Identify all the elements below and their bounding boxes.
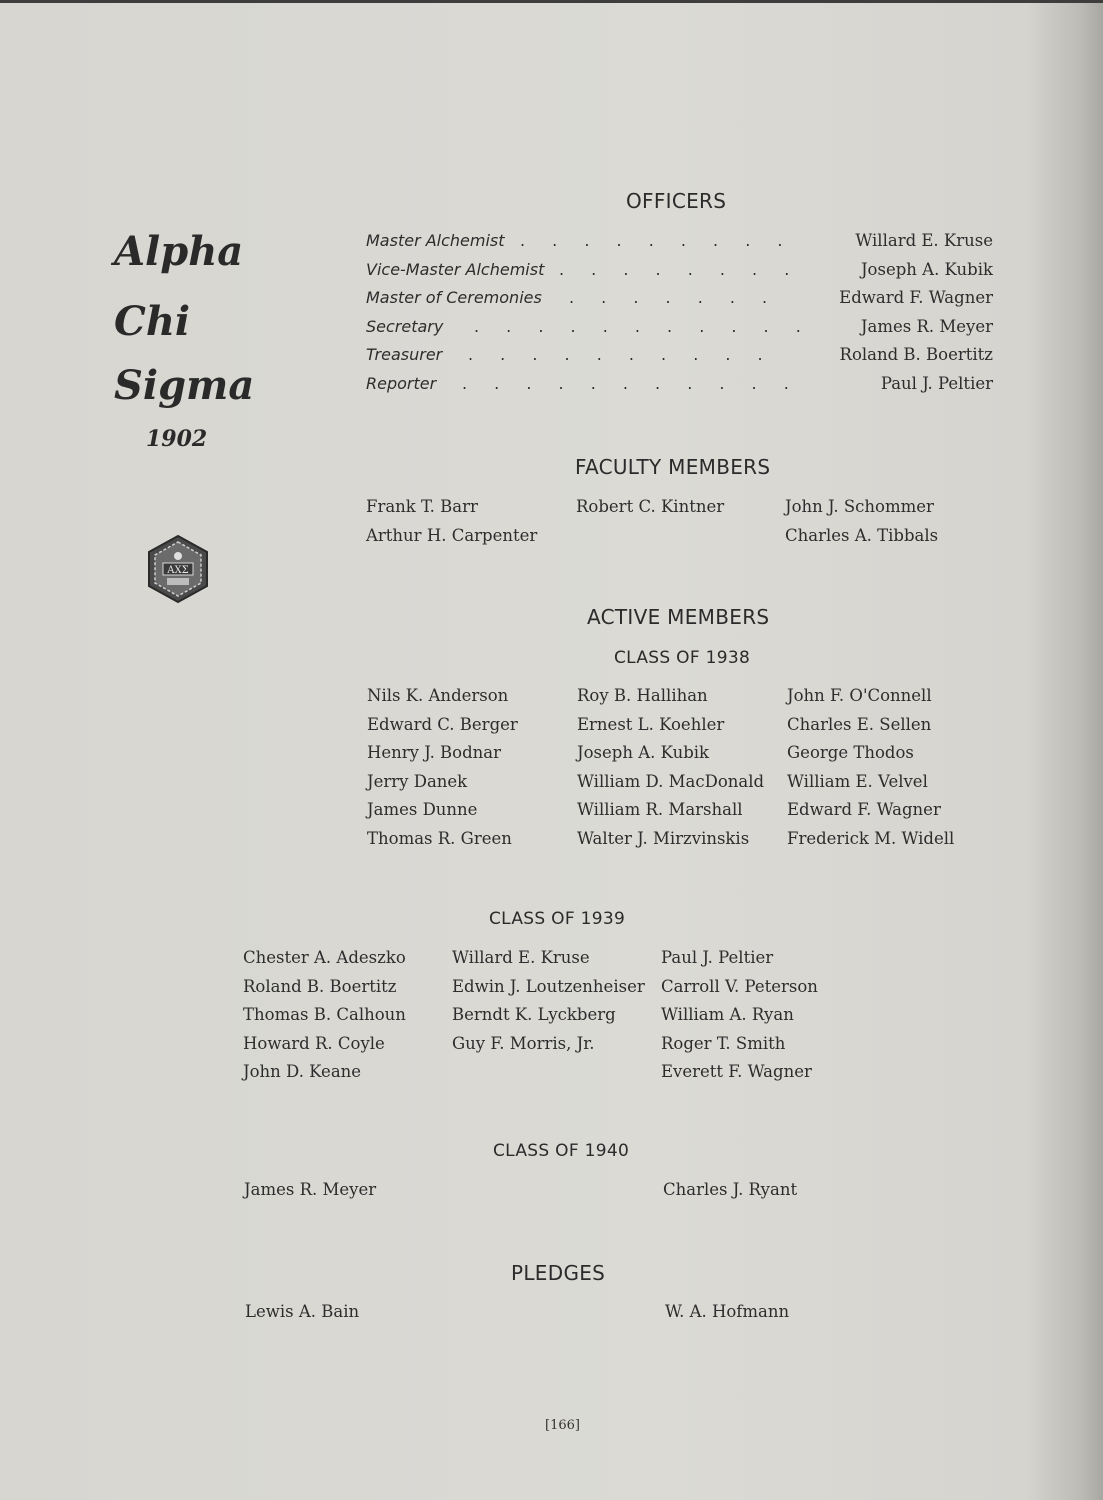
faculty-member-name: John J. Schommer	[785, 497, 934, 516]
faculty-member-name: Robert C. Kintner	[576, 497, 725, 516]
member-name: James Dunne	[367, 800, 478, 819]
member-name: Edwin J. Loutzenheiser	[452, 977, 645, 996]
member-name: Roger T. Smith	[661, 1034, 786, 1053]
member-name: John F. O'Connell	[787, 686, 932, 705]
class-1940-left-name: James R. Meyer	[244, 1180, 377, 1199]
member-name: William D. MacDonald	[577, 772, 765, 791]
member-name: William R. Marshall	[577, 800, 743, 819]
officer-name: James R. Meyer	[860, 317, 993, 336]
member-name: Roland B. Boertitz	[243, 977, 397, 996]
officer-name: Edward F. Wagner	[839, 288, 993, 307]
officer-name: Willard E. Kruse	[855, 231, 993, 250]
member-name: Berndt K. Lyckberg	[452, 1005, 616, 1024]
side-title-year: 1902	[146, 426, 208, 452]
member-name: Roy B. Hallihan	[577, 686, 708, 705]
officer-name: Paul J. Peltier	[880, 374, 993, 393]
member-name: Joseph A. Kubik	[577, 743, 710, 762]
officers-heading: OFFICERS	[626, 189, 727, 213]
member-name: Willard E. Kruse	[452, 948, 590, 967]
class-1939-label: CLASS OF 1939	[489, 909, 626, 929]
officer-role: Secretary	[366, 317, 444, 336]
faculty-member-name: Arthur H. Carpenter	[366, 525, 538, 545]
top-edge-rule	[0, 0, 1103, 3]
member-name: Howard R. Coyle	[243, 1034, 385, 1053]
officer-role: Vice-Master Alchemist	[366, 260, 545, 279]
member-name: Nils K. Anderson	[367, 686, 509, 705]
member-name: John D. Keane	[243, 1062, 362, 1081]
leader-dots: . . . . . . . . .	[520, 231, 783, 250]
faculty-member-name: Charles A. Tibbals	[785, 525, 939, 545]
member-name: Henry J. Bodnar	[367, 743, 502, 762]
side-title-sigma: Sigma	[114, 362, 255, 409]
member-name: Edward F. Wagner	[787, 800, 941, 819]
faculty-member-name: Frank T. Barr	[366, 497, 478, 516]
class-1940-right-name: Charles J. Ryant	[663, 1180, 798, 1199]
member-name: Guy F. Morris, Jr.	[452, 1034, 595, 1053]
crest-letters: ΑΧΣ	[167, 565, 189, 576]
member-name: Carroll V. Peterson	[661, 977, 818, 996]
member-name: William E. Velvel	[787, 772, 928, 791]
member-name: Paul J. Peltier	[661, 948, 774, 967]
class-1938-label: CLASS OF 1938	[614, 648, 751, 668]
member-name: Frederick M. Widell	[787, 829, 955, 848]
officer-role: Master of Ceremonies	[366, 288, 542, 307]
leader-dots: . . . . . . . . . . .	[462, 374, 789, 393]
pledges-heading: PLEDGES	[511, 1261, 606, 1285]
page-number: [166]	[545, 1418, 580, 1433]
member-name: Thomas R. Green	[367, 829, 512, 848]
member-name: George Thodos	[787, 743, 914, 762]
member-name: Thomas B. Calhoun	[243, 1005, 406, 1024]
officer-role: Reporter	[366, 374, 437, 393]
pledge-left-name: Lewis A. Bain	[245, 1302, 360, 1321]
member-name: Jerry Danek	[367, 772, 468, 791]
active-members-heading: ACTIVE MEMBERS	[587, 605, 770, 629]
member-name: Charles E. Sellen	[787, 715, 932, 734]
officer-role: Treasurer	[366, 345, 443, 364]
side-title-alpha: Alpha	[114, 228, 244, 275]
member-name: William A. Ryan	[661, 1005, 794, 1024]
leader-dots: . . . . . . . . . .	[468, 345, 763, 364]
member-name: Everett F. Wagner	[661, 1062, 812, 1081]
member-name: Chester A. Adeszko	[243, 948, 406, 967]
leader-dots: . . . . . . . . . . .	[474, 317, 801, 336]
officer-role: Master Alchemist	[366, 231, 505, 250]
officer-name: Roland B. Boertitz	[839, 345, 993, 364]
faculty-heading: FACULTY MEMBERS	[575, 455, 771, 479]
class-1940-label: CLASS OF 1940	[493, 1141, 630, 1161]
member-name: Walter J. Mirzvinskis	[577, 829, 750, 848]
side-title-chi: Chi	[114, 298, 191, 345]
leader-dots: . . . . . . .	[569, 288, 768, 307]
leader-dots: . . . . . . . .	[559, 260, 790, 279]
fraternity-crest-icon	[145, 534, 211, 604]
pledge-right-name: W. A. Hofmann	[665, 1302, 790, 1321]
officer-name: Joseph A. Kubik	[860, 260, 993, 279]
member-name: Ernest L. Koehler	[577, 715, 725, 734]
member-name: Edward C. Berger	[367, 715, 518, 734]
